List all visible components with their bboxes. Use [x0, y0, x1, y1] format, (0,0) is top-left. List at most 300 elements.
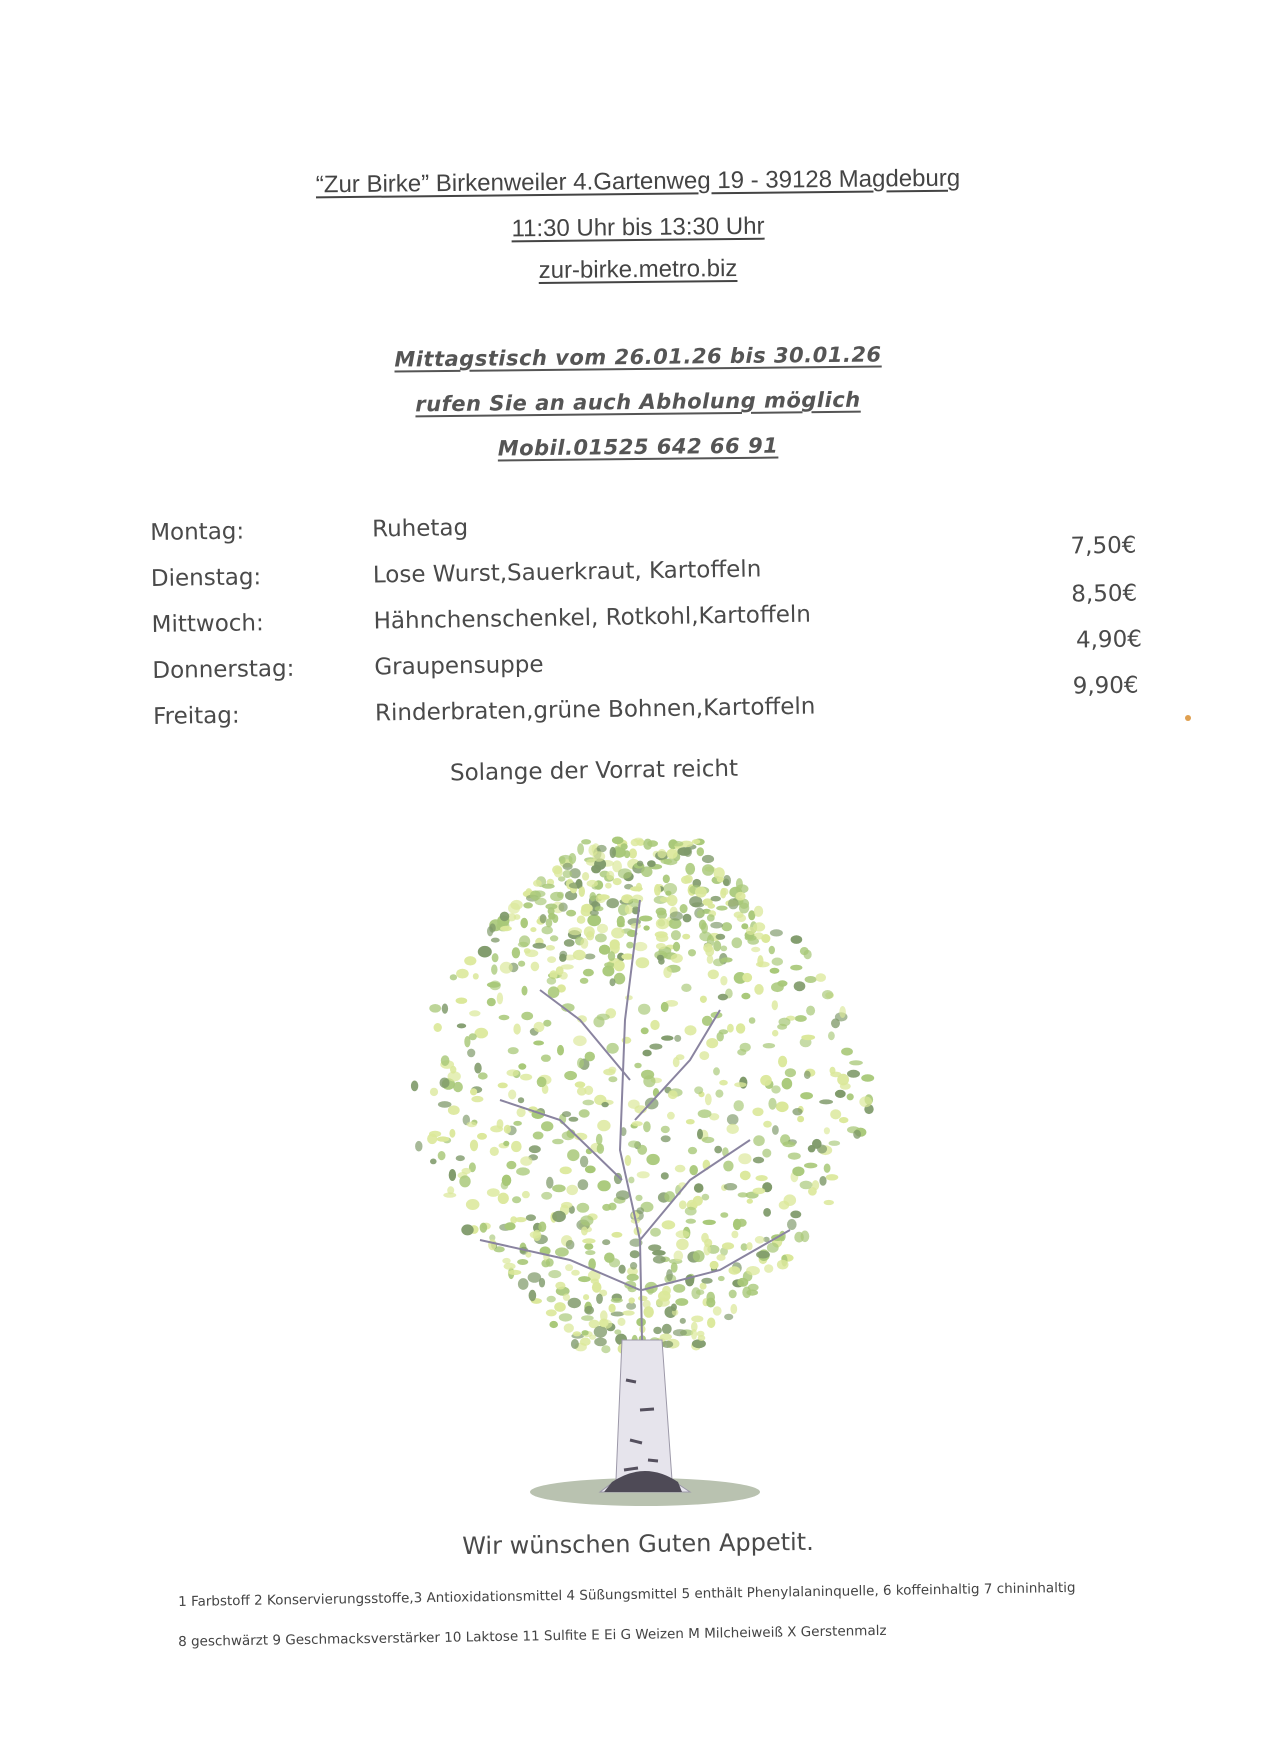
leaf: [801, 1231, 810, 1243]
leaf: [448, 1105, 460, 1115]
leaf: [720, 946, 727, 952]
leaf: [498, 1193, 509, 1204]
leaf: [523, 902, 533, 908]
leaf: [508, 1047, 519, 1054]
leaf: [770, 968, 780, 974]
leaf: [533, 943, 547, 949]
leaf: [456, 1155, 465, 1161]
leaf: [611, 928, 624, 939]
leaf: [601, 1102, 608, 1107]
leaf: [707, 955, 714, 964]
leaf: [569, 1117, 579, 1122]
leaf: [731, 1231, 738, 1239]
leaf: [816, 973, 826, 982]
leaf: [782, 1078, 793, 1090]
leaf: [552, 914, 558, 923]
leaf: [614, 973, 625, 985]
leaf: [770, 929, 783, 936]
leaf: [450, 974, 457, 980]
leaf: [648, 1244, 661, 1251]
leaf: [526, 1214, 536, 1221]
leaf: [663, 967, 672, 978]
leaf: [538, 1222, 546, 1233]
leaf: [748, 1284, 759, 1291]
leaf: [600, 1310, 608, 1321]
leaf: [581, 1227, 588, 1236]
leaf: [573, 1331, 581, 1336]
leaf: [508, 1090, 516, 1100]
leaf: [564, 1071, 577, 1080]
leaf: [530, 1231, 541, 1238]
leaf: [581, 839, 591, 844]
leaf: [487, 982, 501, 988]
leaf: [547, 1296, 556, 1303]
leaf: [747, 1199, 753, 1204]
leaf: [692, 839, 700, 844]
leaf: [792, 1167, 804, 1177]
leaf: [415, 1141, 422, 1152]
leaf: [590, 892, 597, 901]
leaf: [584, 954, 595, 960]
leaf: [698, 1335, 706, 1341]
leaf: [745, 935, 757, 941]
leaf: [673, 942, 680, 952]
leaf: [812, 1139, 822, 1149]
leaf: [575, 1081, 586, 1087]
leaf: [491, 938, 500, 943]
leaf: [502, 1175, 512, 1186]
leaf: [533, 880, 542, 887]
leaf: [762, 1149, 771, 1158]
leaf: [734, 1100, 744, 1111]
leaf: [756, 1175, 768, 1181]
leaf: [742, 973, 752, 982]
leaf: [609, 1304, 616, 1313]
leaf: [471, 1096, 483, 1102]
leaf: [566, 1185, 578, 1195]
leaf: [525, 950, 538, 958]
leaf: [806, 1006, 815, 1016]
leaf: [566, 1240, 575, 1250]
leaf: [767, 1243, 779, 1253]
leaf: [635, 1195, 642, 1201]
leaf: [675, 1165, 686, 1173]
leaf: [656, 918, 670, 929]
leaf: [596, 1294, 603, 1304]
leaf: [583, 906, 592, 912]
leaf: [707, 914, 715, 921]
leaf: [706, 1292, 715, 1303]
leaf: [411, 1081, 418, 1092]
leaf: [614, 1329, 621, 1334]
leaf: [478, 1072, 488, 1079]
leaf: [641, 1027, 649, 1034]
leaf: [448, 1071, 461, 1081]
closing-greeting: Wir wünschen Guten Appetit.: [462, 1527, 814, 1561]
leaf: [688, 1147, 697, 1154]
menu-price: 7,50€: [1070, 532, 1137, 560]
leaf: [772, 1030, 778, 1037]
menu-row: [150, 504, 1150, 556]
leaf: [682, 934, 690, 940]
leaf: [797, 1116, 804, 1123]
leaf: [597, 1180, 610, 1191]
leaf: [643, 1075, 655, 1087]
leaf: [488, 1239, 496, 1250]
leaf: [699, 920, 706, 930]
menu-day: Donnerstag:: [152, 655, 295, 684]
leaf: [711, 896, 721, 902]
leaf: [688, 949, 696, 956]
leaf: [573, 1036, 587, 1047]
leaf: [556, 966, 564, 975]
leaf: [541, 1055, 551, 1062]
leaf: [504, 1125, 511, 1134]
leaf: [674, 1251, 684, 1262]
leaf: [656, 943, 666, 949]
leaf: [835, 1090, 846, 1098]
leaf: [790, 965, 802, 971]
leaf: [579, 1109, 590, 1117]
leaf: [631, 839, 640, 847]
leaf: [699, 1051, 709, 1060]
leaf: [584, 1243, 593, 1250]
menu-price: 4,90€: [1075, 626, 1143, 654]
leaf: [656, 1298, 670, 1307]
address-line: [0, 161, 1276, 202]
leaf: [456, 998, 468, 1004]
leaf: [531, 962, 540, 972]
leaf: [680, 904, 688, 913]
leaf: [692, 1339, 706, 1348]
leaf: [667, 849, 678, 859]
leaf: [628, 1100, 640, 1109]
leaf: [559, 951, 567, 958]
leaf: [668, 1090, 678, 1099]
leaf: [474, 1063, 481, 1074]
leaf: [430, 1088, 438, 1096]
leaf: [564, 1323, 574, 1332]
leaf: [473, 973, 479, 979]
leaf: [734, 1082, 746, 1087]
leaf: [779, 1018, 791, 1027]
leaf: [702, 864, 714, 876]
tree-trunk: [600, 1340, 690, 1492]
menu-day: Freitag:: [152, 702, 240, 730]
leaf: [559, 856, 566, 864]
leaf: [714, 1146, 722, 1154]
leaf: [644, 1306, 654, 1318]
leaf: [582, 1330, 589, 1335]
menu-row: [151, 580, 1151, 648]
leaf: [736, 1023, 745, 1033]
leaf: [499, 1015, 510, 1020]
menu-dish: Hähnchenschenkel, Rotkohl,Kartoffeln: [373, 601, 812, 635]
leaf: [661, 859, 672, 864]
leaf: [704, 1244, 711, 1255]
leaf: [625, 1155, 632, 1166]
leaf: [676, 1230, 690, 1238]
leaf: [616, 1190, 630, 1200]
leaf: [647, 860, 656, 867]
leaf: [507, 1069, 519, 1076]
leaf: [629, 1297, 635, 1303]
leaf: [630, 1262, 637, 1270]
leaf: [638, 1296, 648, 1301]
leaf: [639, 916, 652, 922]
leaf: [491, 964, 497, 974]
leaf: [533, 1041, 544, 1046]
leaf: [577, 843, 584, 855]
leaf: [610, 978, 616, 986]
leaf: [490, 1147, 499, 1156]
leaf: [841, 1048, 853, 1056]
leaf: [801, 1035, 815, 1041]
leaf: [861, 1074, 874, 1082]
leaf: [583, 969, 594, 977]
leaf: [643, 925, 649, 930]
leaf: [637, 1207, 645, 1214]
leaf: [611, 1232, 622, 1238]
leaf: [847, 1070, 860, 1078]
leaf: [610, 939, 620, 950]
leaf: [776, 1102, 789, 1113]
leaf: [707, 1318, 715, 1329]
leaf: [520, 1156, 532, 1166]
leaf: [722, 922, 733, 931]
leaf: [753, 1157, 764, 1164]
leaf: [557, 1045, 564, 1056]
leaf: [829, 1141, 841, 1146]
leaf: [741, 923, 748, 929]
leaf: [828, 1031, 835, 1040]
leaf: [693, 1250, 705, 1262]
leaf: [643, 1121, 651, 1132]
leaf: [555, 1282, 565, 1290]
leaf: [724, 1183, 737, 1190]
leaf: [470, 1088, 477, 1095]
leaf: [778, 1056, 787, 1068]
leaf: [650, 1228, 661, 1237]
leaf: [560, 1167, 572, 1175]
leaf: [830, 1067, 836, 1074]
leaf: [449, 1169, 456, 1181]
leaf: [626, 942, 634, 949]
leaf: [540, 914, 547, 923]
leaf: [716, 906, 727, 911]
leaf: [478, 946, 492, 958]
period-line: [0, 338, 1276, 375]
website-line: [0, 249, 1276, 290]
leaf: [606, 871, 614, 881]
leaf: [582, 1238, 595, 1243]
leaf: [595, 933, 607, 942]
leaf: [654, 884, 661, 896]
leaf: [487, 998, 496, 1006]
leaf: [619, 1265, 626, 1274]
leaf: [467, 1049, 475, 1058]
leaf: [768, 1098, 776, 1110]
leaf: [719, 1080, 728, 1086]
leaf: [441, 1055, 450, 1066]
leaf: [653, 1327, 662, 1334]
phone-text: Mobil.01525 642 66 91: [497, 433, 779, 461]
leaf: [772, 1125, 779, 1135]
leaf: [456, 969, 469, 979]
leaf: [681, 876, 691, 884]
leaf: [673, 1284, 685, 1293]
leaf: [657, 849, 666, 858]
leaf: [840, 1083, 851, 1090]
leaf: [587, 880, 598, 887]
leaf: [596, 894, 606, 903]
leaf: [760, 1075, 772, 1086]
leaf: [571, 1339, 579, 1349]
leaf: [720, 976, 727, 986]
leaf: [522, 1191, 530, 1198]
leaf: [500, 912, 510, 922]
leaf: [628, 1177, 634, 1184]
leaf: [594, 1326, 607, 1338]
leaf: [470, 1140, 478, 1152]
leaf: [545, 904, 557, 910]
leaf: [729, 1290, 737, 1299]
leaf: [667, 1112, 675, 1120]
leaf: [605, 883, 612, 889]
leaf: [685, 1025, 697, 1035]
leaf: [723, 879, 729, 886]
leaf: [597, 924, 608, 934]
leaf: [819, 1176, 826, 1186]
phone-line: [0, 428, 1276, 465]
leaf: [675, 1298, 688, 1306]
leaf: [568, 1298, 581, 1308]
leaf: [564, 939, 575, 947]
leaf: [533, 1132, 544, 1140]
leaf: [546, 1177, 553, 1189]
leaf: [571, 1270, 580, 1276]
leaf: [552, 1185, 566, 1193]
leaf: [672, 841, 683, 847]
leaf: [698, 1109, 712, 1118]
menu-price: 9,90€: [1072, 672, 1139, 700]
leaf: [519, 935, 530, 947]
leaf: [582, 872, 589, 881]
leaf: [721, 957, 733, 962]
leaf: [738, 1153, 751, 1164]
menu-row: [152, 672, 1153, 740]
menu-dish: Lose Wurst,Sauerkraut, Kartoffeln: [372, 556, 762, 589]
leaf: [503, 1141, 509, 1146]
leaf: [497, 1119, 504, 1129]
leaf: [741, 993, 750, 1000]
leaf: [517, 1259, 528, 1265]
leaf: [601, 1345, 610, 1353]
menu-price: 8,50€: [1071, 580, 1138, 608]
leaf: [438, 1151, 446, 1160]
leaf: [580, 1215, 593, 1225]
leaf: [716, 1254, 725, 1261]
leaf: [603, 1069, 615, 1076]
leaf: [550, 892, 563, 902]
leaf: [440, 1078, 450, 1089]
leaf: [784, 1194, 797, 1206]
leaf: [447, 1186, 454, 1194]
leaf: [800, 1092, 813, 1099]
leaf: [763, 1208, 771, 1217]
leaf: [559, 1313, 572, 1321]
leaf: [634, 942, 648, 951]
leaf: [737, 1278, 748, 1287]
leaf: [498, 1083, 508, 1089]
leaf: [657, 955, 664, 961]
leaf: [612, 837, 624, 845]
leaf: [549, 1321, 558, 1328]
leaf: [461, 1224, 473, 1235]
leaf: [623, 1310, 635, 1315]
leaf: [804, 1163, 817, 1169]
leaf: [534, 1022, 545, 1032]
leaf: [655, 931, 668, 938]
leaf: [824, 1164, 831, 1173]
leaf: [569, 882, 583, 888]
leaf: [554, 1302, 566, 1312]
leaf: [699, 931, 711, 941]
leaf: [568, 927, 582, 935]
hours-line: [0, 207, 1276, 248]
leaf: [530, 927, 536, 932]
address-text: “Zur Birke” Birkenweiler 4.Gartenweg 19 - 39128 Magdeburg: [315, 164, 961, 199]
leaf: [520, 1074, 532, 1081]
leaf: [763, 1121, 772, 1128]
leaf: [662, 1286, 671, 1296]
tree-foliage: [411, 837, 874, 1355]
leaf: [563, 863, 573, 870]
leaf: [513, 1121, 522, 1126]
leaf: [459, 1175, 470, 1187]
pickup-line: [0, 383, 1276, 420]
leaf: [566, 910, 576, 917]
leaf: [754, 906, 763, 917]
website-text: zur-birke.metro.biz: [538, 254, 738, 285]
leaf: [637, 1145, 647, 1155]
leaf: [706, 1038, 718, 1048]
leaf: [695, 887, 707, 898]
leaf: [785, 1068, 796, 1077]
leaf: [703, 1220, 716, 1225]
leaf: [521, 1012, 533, 1020]
leaf: [602, 1239, 610, 1245]
leaf: [585, 1052, 595, 1062]
leaf: [723, 1161, 733, 1172]
leaf: [492, 953, 499, 962]
leaf: [516, 1167, 530, 1175]
birch-tree-illustration: [390, 820, 890, 1520]
leaf: [824, 1200, 834, 1205]
leaf: [437, 1136, 450, 1141]
leaf: [642, 1050, 651, 1057]
allergen-legend-line-1: 1 Farbstoff 2 Konservierungsstoffe,3 Antioxidationsmittel 4 Süßungsmittel 5 enthält Phenylalaninquelle, 6 koffeinhaltig 7 chininhaltig: [178, 1579, 1076, 1610]
leaf: [583, 1294, 589, 1300]
leaf: [584, 1306, 594, 1315]
leaf: [710, 922, 723, 929]
leaf: [518, 1097, 524, 1103]
leaf: [805, 976, 817, 983]
leaf: [716, 934, 726, 940]
leaf: [663, 875, 670, 884]
leaf: [546, 945, 555, 951]
leaf: [487, 1188, 500, 1197]
